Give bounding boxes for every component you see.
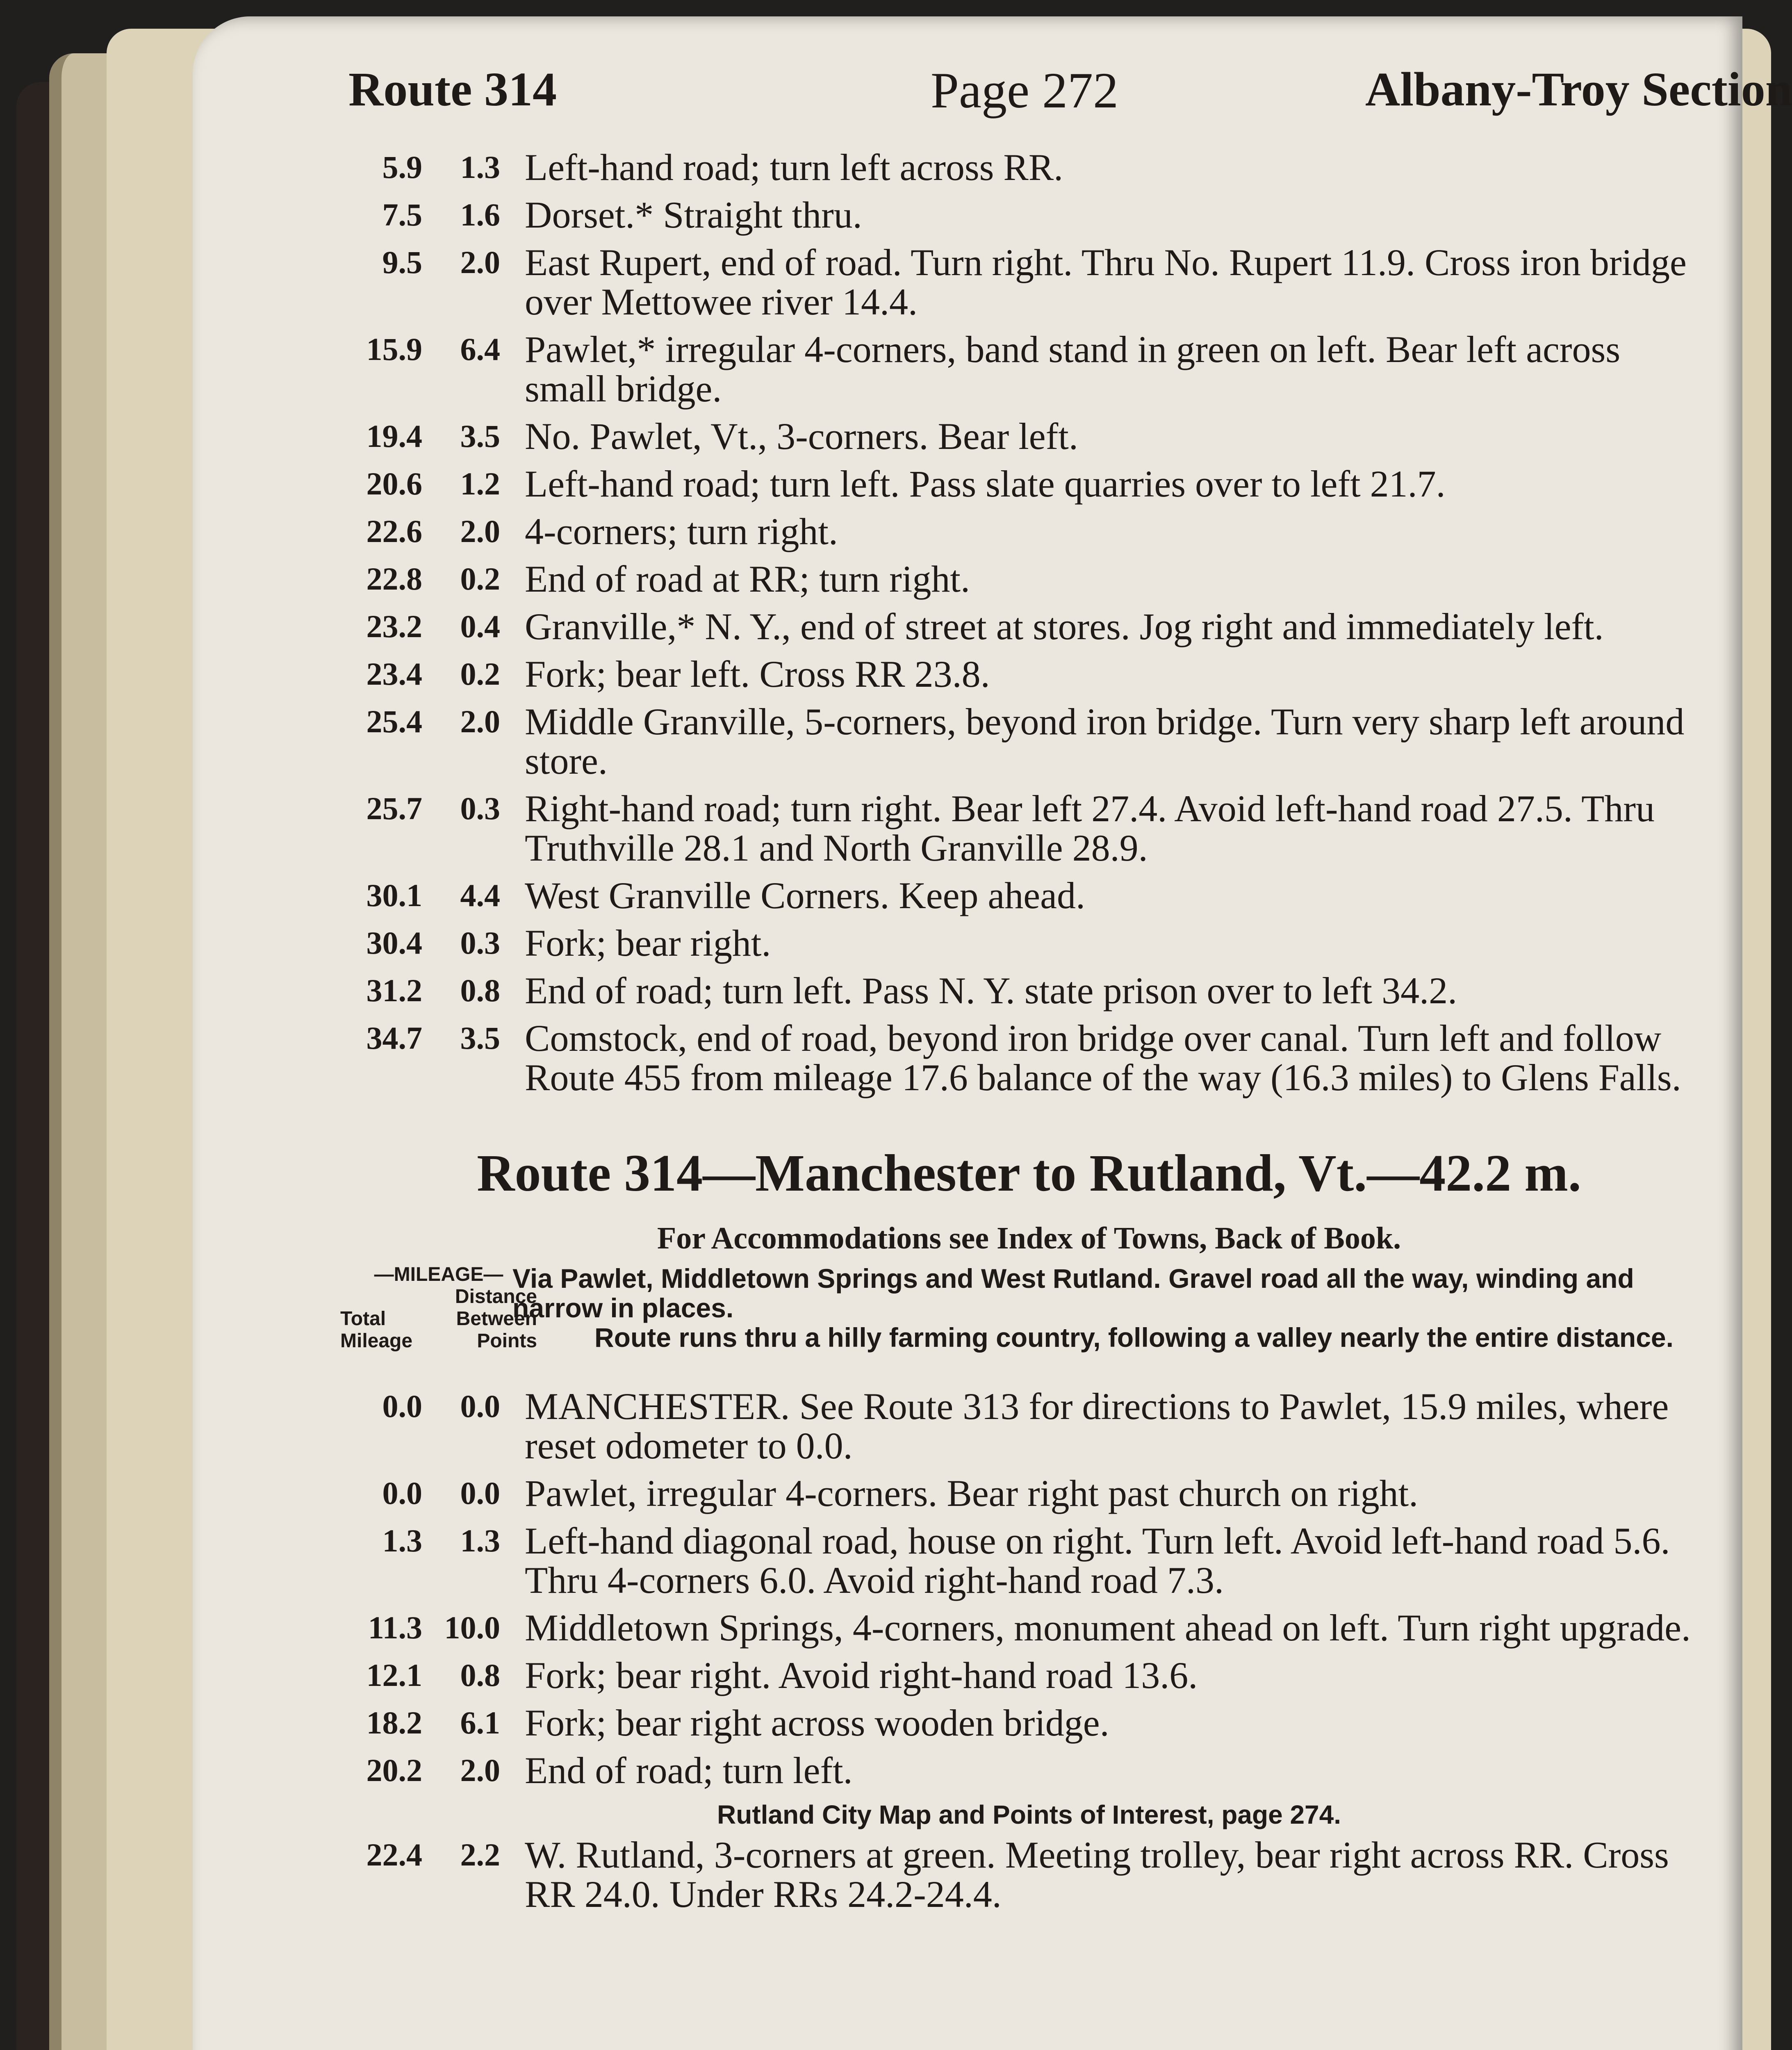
route-direction: Dorset.* Straight thru. — [525, 194, 862, 236]
distance-between: 6.4 — [460, 331, 500, 367]
mileage-legend-title: —MILEAGE— — [374, 1264, 503, 1285]
total-mileage: 34.7 — [366, 1020, 422, 1056]
route-row — [348, 243, 1710, 321]
route-title: Route 314—Manchester to Rutland, Vt.—42.2 m. — [477, 1144, 1581, 1202]
distance-between: 4.4 — [460, 877, 500, 913]
total-mileage: 15.9 — [366, 331, 422, 367]
total-mileage: 30.4 — [366, 925, 422, 961]
route-row — [348, 1474, 1710, 1513]
route-row — [348, 512, 1710, 551]
header-page-number: Page 272 — [931, 62, 1119, 118]
route-row — [348, 464, 1710, 503]
mileage-legend-points: Points — [477, 1330, 537, 1352]
page-header — [348, 61, 1792, 148]
total-mileage: 23.4 — [366, 656, 422, 692]
accommodations-note: For Accommodations see Index of Towns, Back of Book. — [657, 1221, 1401, 1255]
distance-between: 0.8 — [460, 1657, 500, 1693]
distance-between: 2.0 — [460, 513, 500, 549]
route-direction: Fork; bear right. — [525, 922, 771, 964]
mileage-legend-distance: Distance — [455, 1286, 537, 1307]
total-mileage: 0.0 — [382, 1475, 422, 1511]
route-row — [348, 923, 1710, 963]
distance-between: 0.2 — [460, 656, 500, 692]
route-row — [348, 1608, 1710, 1647]
second-route-rows — [348, 1387, 1710, 1790]
route-direction: Fork; bear right. Avoid right-hand road 13.6. — [525, 1654, 1198, 1696]
route-row-last — [348, 1835, 1710, 1914]
route-row — [348, 1656, 1710, 1695]
route-row — [348, 1018, 1710, 1097]
distance-between: 2.0 — [460, 244, 500, 280]
route-row — [348, 789, 1710, 868]
distance-between: 0.0 — [460, 1475, 500, 1511]
mileage-legend — [340, 1264, 537, 1352]
total-mileage: 7.5 — [382, 197, 422, 232]
total-mileage: 25.7 — [366, 790, 422, 826]
route-row — [348, 1387, 1710, 1465]
route-row — [348, 330, 1710, 408]
route-content — [340, 146, 1710, 1922]
route-direction: Left-hand road; turn left. Pass slate quarries over to left 21.7. — [525, 463, 1446, 505]
book-page — [193, 16, 1792, 2050]
runs-text: Route runs thru a hilly farming country, following a valley nearly the entire distance. — [594, 1322, 1674, 1353]
distance-between: 1.6 — [460, 197, 500, 232]
city-map-note: Rutland City Map and Points of Interest, page 274. — [717, 1800, 1341, 1829]
mileage-legend-between: Between — [456, 1308, 537, 1330]
total-mileage: 23.2 — [366, 608, 422, 644]
distance-between: 0.2 — [460, 561, 500, 597]
route-direction: Pawlet, irregular 4-corners. Bear right past church on right. — [525, 1472, 1419, 1514]
distance-between: 1.3 — [460, 1523, 500, 1558]
route-direction: Pawlet,* irregular 4-corners, band stand in green on left. Bear left across small bridge. — [525, 328, 1621, 410]
distance-between: 3.5 — [460, 1020, 500, 1056]
route-direction: Middle Granville, 5-corners, beyond iron bridge. Turn very sharp left around store. — [525, 701, 1685, 782]
route-row — [348, 1703, 1710, 1742]
route-direction: West Granville Corners. Keep ahead. — [525, 875, 1085, 916]
distance-between: 0.0 — [460, 1388, 500, 1424]
distance-between: 0.3 — [460, 790, 500, 826]
distance-between: 1.3 — [460, 149, 500, 185]
route-row — [348, 559, 1710, 599]
route-direction: Right-hand road; turn right. Bear left 27.4. Avoid left-hand road 27.5. Thru Truthville 28.1 and North Granville 28.9. — [525, 788, 1655, 869]
route-row — [348, 148, 1710, 187]
total-mileage: 11.3 — [368, 1610, 422, 1645]
total-mileage: 22.6 — [366, 513, 422, 549]
route-via-text — [512, 1264, 1710, 1352]
route-row — [348, 417, 1710, 456]
total-mileage: 25.4 — [366, 704, 422, 739]
route-direction: Fork; bear right across wooden bridge. — [525, 1702, 1109, 1744]
route-row — [348, 702, 1710, 781]
route-direction: No. Pawlet, Vt., 3-corners. Bear left. — [525, 415, 1078, 457]
route-row — [348, 1521, 1710, 1600]
route-direction: Comstock, end of road, beyond iron bridge over canal. Turn left and follow Route 455 from mileage 17.6 balance of the way (16.3 miles) to Glens Falls. — [525, 1017, 1681, 1098]
distance-between: 0.3 — [460, 925, 500, 961]
distance-between: 2.0 — [460, 704, 500, 739]
route-direction: Granville,* N. Y., end of street at stores. Jog right and immediately left. — [525, 606, 1604, 647]
route-direction: End of road; turn left. Pass N. Y. state prison over to left 34.2. — [525, 970, 1457, 1011]
route-direction: End of road; turn left. — [525, 1749, 853, 1791]
header-route: Route 314 — [348, 62, 557, 116]
route-row — [348, 195, 1710, 235]
total-mileage: 30.1 — [366, 877, 422, 913]
route-row — [348, 876, 1710, 915]
route-row — [348, 1751, 1710, 1790]
distance-between: 1.2 — [460, 466, 500, 501]
total-mileage: 12.1 — [366, 1657, 422, 1693]
route-direction: End of road at RR; turn right. — [525, 558, 970, 600]
total-mileage: 0.0 — [382, 1388, 422, 1424]
distance-between: 2.2 — [460, 1837, 500, 1872]
total-mileage: 9.5 — [382, 244, 422, 280]
route-direction: W. Rutland, 3-corners at green. Meeting trolley, bear right across RR. Cross RR 24.0. Under RRs 24.2-24.4. — [525, 1834, 1669, 1915]
total-mileage: 5.9 — [382, 149, 422, 185]
route-direction: Left-hand road; turn left across RR. — [525, 146, 1063, 188]
route-direction: Middletown Springs, 4-corners, monument ahead on left. Turn right upgrade. — [525, 1607, 1691, 1649]
distance-between: 10.0 — [444, 1610, 500, 1645]
total-mileage: 1.3 — [382, 1523, 422, 1558]
mileage-legend-total: Total — [340, 1308, 386, 1330]
total-mileage: 22.4 — [366, 1837, 422, 1872]
route-direction: 4-corners; turn right. — [525, 510, 838, 552]
total-mileage: 20.2 — [366, 1752, 422, 1788]
distance-between: 0.4 — [460, 608, 500, 644]
route-row — [348, 654, 1710, 694]
total-mileage: 20.6 — [366, 466, 422, 501]
distance-between: 0.8 — [460, 973, 500, 1008]
route-direction: MANCHESTER. See Route 313 for directions to Pawlet, 15.9 miles, where reset odometer to 0.0. — [525, 1385, 1669, 1467]
total-mileage: 19.4 — [366, 418, 422, 454]
via-text: Via Pawlet, Middletown Springs and West Rutland. Gravel road all the way, winding and narrow in places. — [512, 1263, 1634, 1323]
route-direction: Left-hand diagonal road, house on right. Turn left. Avoid left-hand road 5.6. Thru 4-corners 6.0. Avoid right-hand road 7.3. — [525, 1520, 1670, 1601]
total-mileage: 22.8 — [366, 561, 422, 597]
route-direction: Fork; bear left. Cross RR 23.8. — [525, 653, 990, 695]
route-row — [348, 607, 1710, 646]
route-direction: East Rupert, end of road. Turn right. Thru No. Rupert 11.9. Cross iron bridge over Mettowee river 14.4. — [525, 241, 1687, 323]
first-route-rows — [348, 148, 1710, 1097]
header-section: Albany-Troy Section — [1365, 62, 1792, 116]
distance-between: 2.0 — [460, 1752, 500, 1788]
route-row — [348, 971, 1710, 1010]
distance-between: 6.1 — [460, 1705, 500, 1740]
distance-between: 3.5 — [460, 418, 500, 454]
mileage-legend-mileage: Mileage — [340, 1330, 413, 1352]
route-description — [340, 1263, 1710, 1378]
total-mileage: 18.2 — [366, 1705, 422, 1740]
total-mileage: 31.2 — [366, 973, 422, 1008]
